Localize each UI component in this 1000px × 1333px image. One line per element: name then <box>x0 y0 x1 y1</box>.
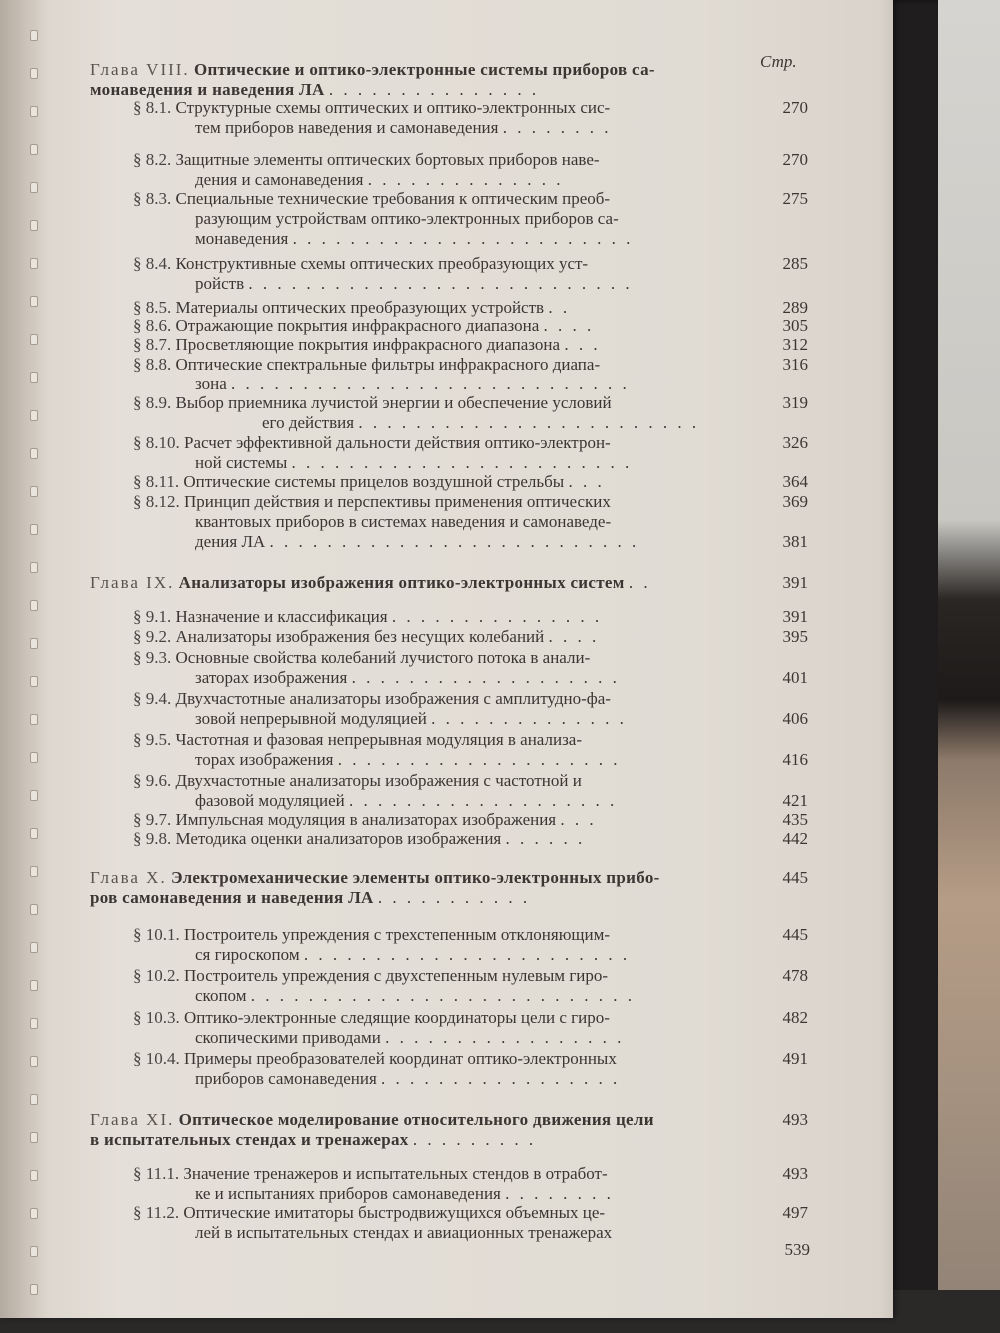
entry-title: Оптико-электронные следящие координаторы цели с гиро- <box>184 1008 610 1027</box>
entry-title: Двухчастотные анализаторы изображения с частотной и <box>175 771 582 790</box>
chapter-label: Глава VIII. <box>90 60 190 79</box>
entry-title: ке и испытаниях приборов самонаведения <box>195 1184 501 1203</box>
entry-title: Анализаторы изображения без несущих колебаний <box>175 627 545 646</box>
leader-dots: . . . <box>564 335 601 354</box>
leader-dots: . . . . . . . . . . . . . . . <box>391 607 603 626</box>
entry-title: Методика оценки анализаторов изображения <box>175 829 502 848</box>
leader-dots: . . . . . . . . . . . . . . <box>367 170 564 189</box>
entry-page-number: 364 <box>782 472 808 491</box>
entry-title: зона <box>195 374 227 393</box>
leader-dots: . . . . . . . . . . . . . . . . . . . <box>351 668 620 687</box>
entry-title: Оптические системы прицелов воздушной стрельбы <box>183 472 565 491</box>
leader-dots: . . . <box>568 472 605 491</box>
entry-page-number: 289 <box>782 298 808 317</box>
chapter-label: Глава IX. <box>90 573 175 592</box>
toc-section <box>133 298 570 318</box>
toc-continuation <box>195 750 621 770</box>
toc-section <box>133 810 597 830</box>
toc-section <box>133 829 585 849</box>
leader-dots: . . . . . . . . <box>505 1184 614 1203</box>
toc-section <box>133 771 582 791</box>
entry-page-number: 442 <box>782 829 808 848</box>
entry-title: Просветляющие покрытия инфракрасного диапазона <box>175 335 561 354</box>
leader-dots: . . . . <box>543 316 595 335</box>
toc-chapter <box>90 1110 654 1130</box>
chapter-label: Глава XI. <box>90 1110 175 1129</box>
entry-title: тем приборов наведения и самонаведения <box>195 118 499 137</box>
section-number: § 8.3. <box>133 189 172 208</box>
stitch-hole <box>30 1170 38 1181</box>
entry-title: монаведения и наведения ЛА <box>90 80 325 99</box>
stitch-hole <box>30 1208 38 1219</box>
leader-dots: . . . . . . . . . . . . . . . . . . . . . . . . <box>291 453 633 472</box>
entry-page-number: 493 <box>782 1110 808 1129</box>
leader-dots: . . . <box>560 810 597 829</box>
leader-dots: . . . . . . . . . . . . . . . . . . . . . . . . <box>292 229 634 248</box>
entry-title: в испытательных стендах и тренажерах <box>90 1130 409 1149</box>
entry-page-number: 319 <box>782 393 808 412</box>
entry-title: Анализаторы изображения оптико-электронных систем <box>178 573 625 592</box>
section-number: § 8.12. <box>133 492 180 511</box>
toc-section <box>133 925 610 945</box>
toc-continuation <box>195 118 611 138</box>
entry-title: его действия <box>262 413 355 432</box>
stitch-hole <box>30 1018 38 1029</box>
toc-section <box>133 1164 608 1184</box>
section-number: § 10.3. <box>133 1008 180 1027</box>
entry-title: Построитель упреждения с трехстепенным отклоняющим- <box>184 925 611 944</box>
stitch-hole <box>30 600 38 611</box>
entry-title: Выбор приемника лучистой энергии и обеспечение условий <box>175 393 612 412</box>
toc-continuation <box>195 668 620 688</box>
section-number: § 10.1. <box>133 925 180 944</box>
toc-continuation <box>195 274 633 294</box>
toc-section <box>133 189 610 209</box>
toc-section <box>133 355 600 375</box>
stitch-hole <box>30 904 38 915</box>
entry-title: разующим устройствам оптико-электронных приборов са- <box>195 209 619 228</box>
stitch-hole <box>30 638 38 649</box>
entry-title: Принцип действия и перспективы применения оптических <box>184 492 611 511</box>
toc-section <box>133 1049 617 1069</box>
entry-title: скопическими приводами <box>195 1028 381 1047</box>
entry-title: фазовой модуляцией <box>195 791 345 810</box>
leader-dots: . . . . . . . . . . . . . . . . . . . . . . . . <box>358 413 700 432</box>
entry-title: заторах изображения <box>195 668 348 687</box>
toc-section <box>133 730 582 750</box>
leader-dots: . . . . <box>548 627 600 646</box>
toc-continuation <box>195 374 630 394</box>
toc-continuation <box>195 986 635 1006</box>
entry-title: Защитные элементы оптических бортовых приборов наве- <box>175 150 600 169</box>
entry-page-number: 497 <box>782 1203 808 1222</box>
section-number: § 9.6. <box>133 771 172 790</box>
stitch-hole <box>30 942 38 953</box>
entry-title: Импульсная модуляция в анализаторах изображения <box>175 810 557 829</box>
leader-dots: . . . . . . . . . . . . . . . . . . . . . . . <box>303 945 631 964</box>
toc-continuation <box>195 1223 612 1243</box>
entry-title: ной системы <box>195 453 288 472</box>
toc-section <box>133 1203 605 1223</box>
stitch-hole <box>30 182 38 193</box>
toc-continuation <box>195 532 639 552</box>
entry-page-number: 326 <box>782 433 808 452</box>
page-gutter <box>0 0 48 1318</box>
stitch-hole <box>30 68 38 79</box>
entry-page-number: 275 <box>782 189 808 208</box>
toc-continuation <box>195 1184 614 1204</box>
section-number: § 9.4. <box>133 689 172 708</box>
leader-dots: . . . . . . . . . . . . . . . <box>328 80 540 99</box>
section-number: § 8.4. <box>133 254 172 273</box>
entry-page-number: 478 <box>782 966 808 985</box>
stitch-hole <box>30 980 38 991</box>
leader-dots: . . . . . . . . . . . . . . . . . . . . <box>337 750 621 769</box>
entry-page-number: 493 <box>782 1164 808 1183</box>
entry-page-number: 445 <box>782 925 808 944</box>
stitch-hole <box>30 296 38 307</box>
entry-page-number: 406 <box>782 709 808 728</box>
entry-title: Назначение и классификация <box>175 607 388 626</box>
toc-continuation <box>195 209 619 229</box>
stitch-hole <box>30 1094 38 1105</box>
toc-continuation <box>90 888 530 908</box>
entry-title: Материалы оптических преобразующих устройств <box>175 298 545 317</box>
stitch-hole <box>30 866 38 877</box>
entry-page-number: 416 <box>782 750 808 769</box>
entry-title: ров самонаведения и наведения ЛА <box>90 888 374 907</box>
toc-section <box>133 150 600 170</box>
toc-continuation <box>262 413 699 433</box>
entry-page-number: 312 <box>782 335 808 354</box>
entry-title: Специальные технические требования к оптическим преоб- <box>175 189 611 208</box>
section-number: § 9.7. <box>133 810 172 829</box>
stitch-hole <box>30 1132 38 1143</box>
section-number: § 10.2. <box>133 966 180 985</box>
toc-section <box>133 607 602 627</box>
entry-title: зовой непрерывной модуляцией <box>195 709 427 728</box>
section-number: § 9.2. <box>133 627 172 646</box>
leader-dots: . . . . . . <box>505 829 586 848</box>
entry-title: Электромеханические элементы оптико-электронных прибо- <box>170 868 660 887</box>
leader-dots: . . . . . . . . . . . . . . . . . <box>385 1028 625 1047</box>
entry-title: лей в испытательных стендах и авиационных тренажерах <box>195 1223 613 1242</box>
toc-continuation <box>90 80 539 100</box>
leader-dots: . . <box>548 298 571 317</box>
toc-continuation <box>195 1069 620 1089</box>
toc-continuation <box>195 945 630 965</box>
toc-section <box>133 492 611 512</box>
toc-section <box>133 648 590 668</box>
entry-title: монаведения <box>195 229 289 248</box>
leader-dots: . . . . . . . . <box>502 118 612 137</box>
toc-continuation <box>195 453 632 473</box>
leader-dots: . . <box>628 573 651 592</box>
stitch-hole <box>30 486 38 497</box>
stitch-hole <box>30 714 38 725</box>
entry-title: Построитель упреждения с двухстепенным нулевым гиро- <box>184 966 609 985</box>
entry-page-number: 391 <box>782 607 808 626</box>
leader-dots: . . . . . . . . . . . . . . <box>431 709 627 728</box>
toc-continuation <box>195 512 611 532</box>
page-column-header: Стр. <box>760 52 797 71</box>
entry-page-number: 421 <box>782 791 808 810</box>
stitch-hole <box>30 106 38 117</box>
entry-page-number: 270 <box>782 98 808 117</box>
toc-section <box>133 1008 610 1028</box>
section-number: § 8.8. <box>133 355 172 374</box>
stitch-hole <box>30 676 38 687</box>
entry-page-number: 305 <box>782 316 808 335</box>
entry-title: Значение тренажеров и испытательных стендов в отработ- <box>183 1164 608 1183</box>
entry-page-number: 445 <box>782 868 808 887</box>
toc-continuation <box>195 170 563 190</box>
section-number: § 8.10. <box>133 433 180 452</box>
toc-continuation <box>195 709 627 729</box>
entry-page-number: 381 <box>782 532 808 551</box>
toc-section <box>133 966 608 986</box>
stitch-hole <box>30 562 38 573</box>
leader-dots: . . . . . . . . . . . . . . . . . . . . . . . . . . . <box>248 274 633 293</box>
entry-title: Оптические спектральные фильтры инфракрасного диапа- <box>175 355 601 374</box>
stitch-hole <box>30 30 38 41</box>
stitch-hole <box>30 144 38 155</box>
toc-section <box>133 393 612 413</box>
section-number: § 9.8. <box>133 829 172 848</box>
section-number: § 8.6. <box>133 316 172 335</box>
toc-chapter <box>90 60 655 80</box>
entry-title: Частотная и фазовая непрерывная модуляция в анализа- <box>175 730 583 749</box>
entry-title: Расчет эффективной дальности действия оптико-электрон- <box>184 433 611 452</box>
leader-dots: . . . . . . . . . . . <box>377 888 531 907</box>
section-number: § 8.11. <box>133 472 180 491</box>
toc-continuation <box>195 791 617 811</box>
entry-title: Оптическое моделирование относительного движения цели <box>178 1110 654 1129</box>
section-number: § 8.5. <box>133 298 172 317</box>
leader-dots: . . . . . . . . . . . . . . . . . . . . . . . . . . . . <box>231 374 630 393</box>
stitch-hole <box>30 752 38 763</box>
stitch-hole <box>30 258 38 269</box>
entry-title: дения ЛА <box>195 532 266 551</box>
entry-title: Отражающие покрытия инфракрасного диапазона <box>175 316 540 335</box>
entry-page-number: 401 <box>782 668 808 687</box>
toc-continuation <box>195 1028 624 1048</box>
entry-title: торах изображения <box>195 750 334 769</box>
stitch-hole <box>30 220 38 231</box>
entry-title: приборов самонаведения <box>195 1069 377 1088</box>
stitch-hole <box>30 828 38 839</box>
entry-page-number: 395 <box>782 627 808 646</box>
section-number: § 8.9. <box>133 393 172 412</box>
toc-continuation <box>90 1130 536 1150</box>
entry-page-number: 491 <box>782 1049 808 1068</box>
stitch-hole <box>30 1284 38 1295</box>
section-number: § 8.1. <box>133 98 172 117</box>
leader-dots: . . . . . . . . . . . . . . . . . . . . . . . . . . <box>269 532 640 551</box>
toc-section <box>133 689 611 709</box>
entry-page-number: 285 <box>782 254 808 273</box>
leader-dots: . . . . . . . . . <box>412 1130 537 1149</box>
stitch-hole <box>30 448 38 459</box>
entry-title: Конструктивные схемы оптических преобразующих уст- <box>175 254 589 273</box>
entry-page-number: 369 <box>782 492 808 511</box>
stitch-hole <box>30 334 38 345</box>
section-number: § 11.2. <box>133 1203 180 1222</box>
toc-chapter <box>90 573 651 593</box>
section-number: § 9.5. <box>133 730 172 749</box>
entry-page-number: 316 <box>782 355 808 374</box>
toc-section <box>133 335 601 355</box>
leader-dots: . . . . . . . . . . . . . . . . . . . <box>349 791 618 810</box>
chapter-label: Глава X. <box>90 868 167 887</box>
toc-section <box>133 98 610 118</box>
entry-page-number: 435 <box>782 810 808 829</box>
toc-section <box>133 472 605 492</box>
entry-title: Оптические имитаторы быстродвижущихся объемных це- <box>183 1203 606 1222</box>
toc-section <box>133 433 611 453</box>
entry-title: ройств <box>195 274 245 293</box>
entry-title: квантовых приборов в системах наведения и самонаведе- <box>195 512 612 531</box>
section-number: § 11.1. <box>133 1164 180 1183</box>
entry-page-number: 482 <box>782 1008 808 1027</box>
entry-title: Оптические и оптико-электронные системы приборов са- <box>193 60 655 79</box>
stitch-hole <box>30 410 38 421</box>
stitch-hole <box>30 790 38 801</box>
toc-section <box>133 316 594 336</box>
section-number: § 9.3. <box>133 648 172 667</box>
entry-title: Двухчастотные анализаторы изображения с амплитудно-фа- <box>175 689 611 708</box>
entry-title: Структурные схемы оптических и оптико-электронных сис- <box>175 98 611 117</box>
toc-chapter <box>90 868 660 888</box>
entry-title: Основные свойства колебаний лучистого потока в анали- <box>175 648 591 667</box>
leader-dots: . . . . . . . . . . . . . . . . . <box>381 1069 621 1088</box>
entry-page-number: 391 <box>782 573 808 592</box>
toc-section <box>133 254 588 274</box>
stitch-hole <box>30 1246 38 1257</box>
page-number: 539 <box>784 1240 810 1259</box>
entry-title: дения и самонаведения <box>195 170 364 189</box>
stitch-hole <box>30 372 38 383</box>
toc-continuation <box>195 229 633 249</box>
section-number: § 9.1. <box>133 607 172 626</box>
toc-section <box>133 627 599 647</box>
entry-title: Примеры преобразователей координат оптико-электронных <box>184 1049 617 1068</box>
entry-title: ся гироскопом <box>195 945 300 964</box>
stitch-hole <box>30 524 38 535</box>
section-number: § 8.7. <box>133 335 172 354</box>
entry-page-number: 270 <box>782 150 808 169</box>
entry-title: скопом <box>195 986 247 1005</box>
section-number: § 10.4. <box>133 1049 180 1068</box>
section-number: § 8.2. <box>133 150 172 169</box>
stitch-hole <box>30 1056 38 1067</box>
leader-dots: . . . . . . . . . . . . . . . . . . . . . . . . . . . <box>250 986 635 1005</box>
